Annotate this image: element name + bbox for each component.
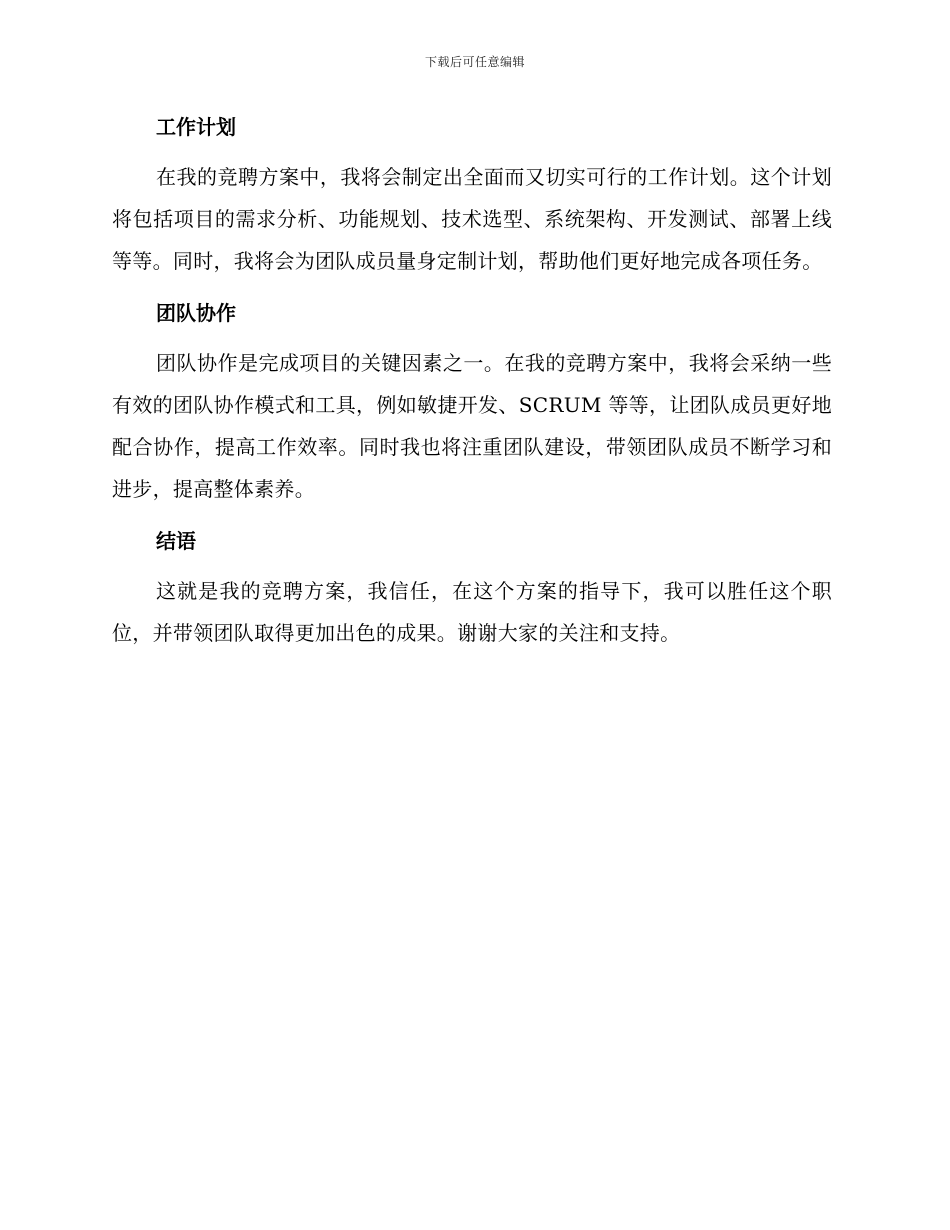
document-body	[112, 110, 832, 668]
section-heading-teamwork: 团队协作	[156, 301, 236, 325]
section-heading-work-plan: 工作计划	[156, 115, 236, 139]
section-body-conclusion: 这就是我的竞聘方案，我信任，在这个方案的指导下，我可以胜任这个职位，并带领团队取得更加出色的成果。谢谢大家的关注和支持。	[112, 579, 832, 645]
section-body-teamwork: 团队协作是完成项目的关键因素之一。在我的竞聘方案中，我将会采纳一些有效的团队协作模式和工具，例如敏捷开发、SCRUM 等等，让团队成员更好地配合协作，提高工作效率。同时我也将注重团队建设，带领团队成员不断学习和进步，提高整体素养。	[112, 351, 832, 501]
page-header: 下载后可任意编辑	[424, 55, 525, 69]
section-body-work-plan: 在我的竞聘方案中，我将会制定出全面而又切实可行的工作计划。这个计划将包括项目的需求分析、功能规划、技术选型、系统架构、开发测试、部署上线等等。同时，我将会为团队成员量身定制计划，帮助他们更好地完成各项任务。	[112, 165, 832, 273]
section-heading-conclusion: 结语	[156, 529, 196, 553]
